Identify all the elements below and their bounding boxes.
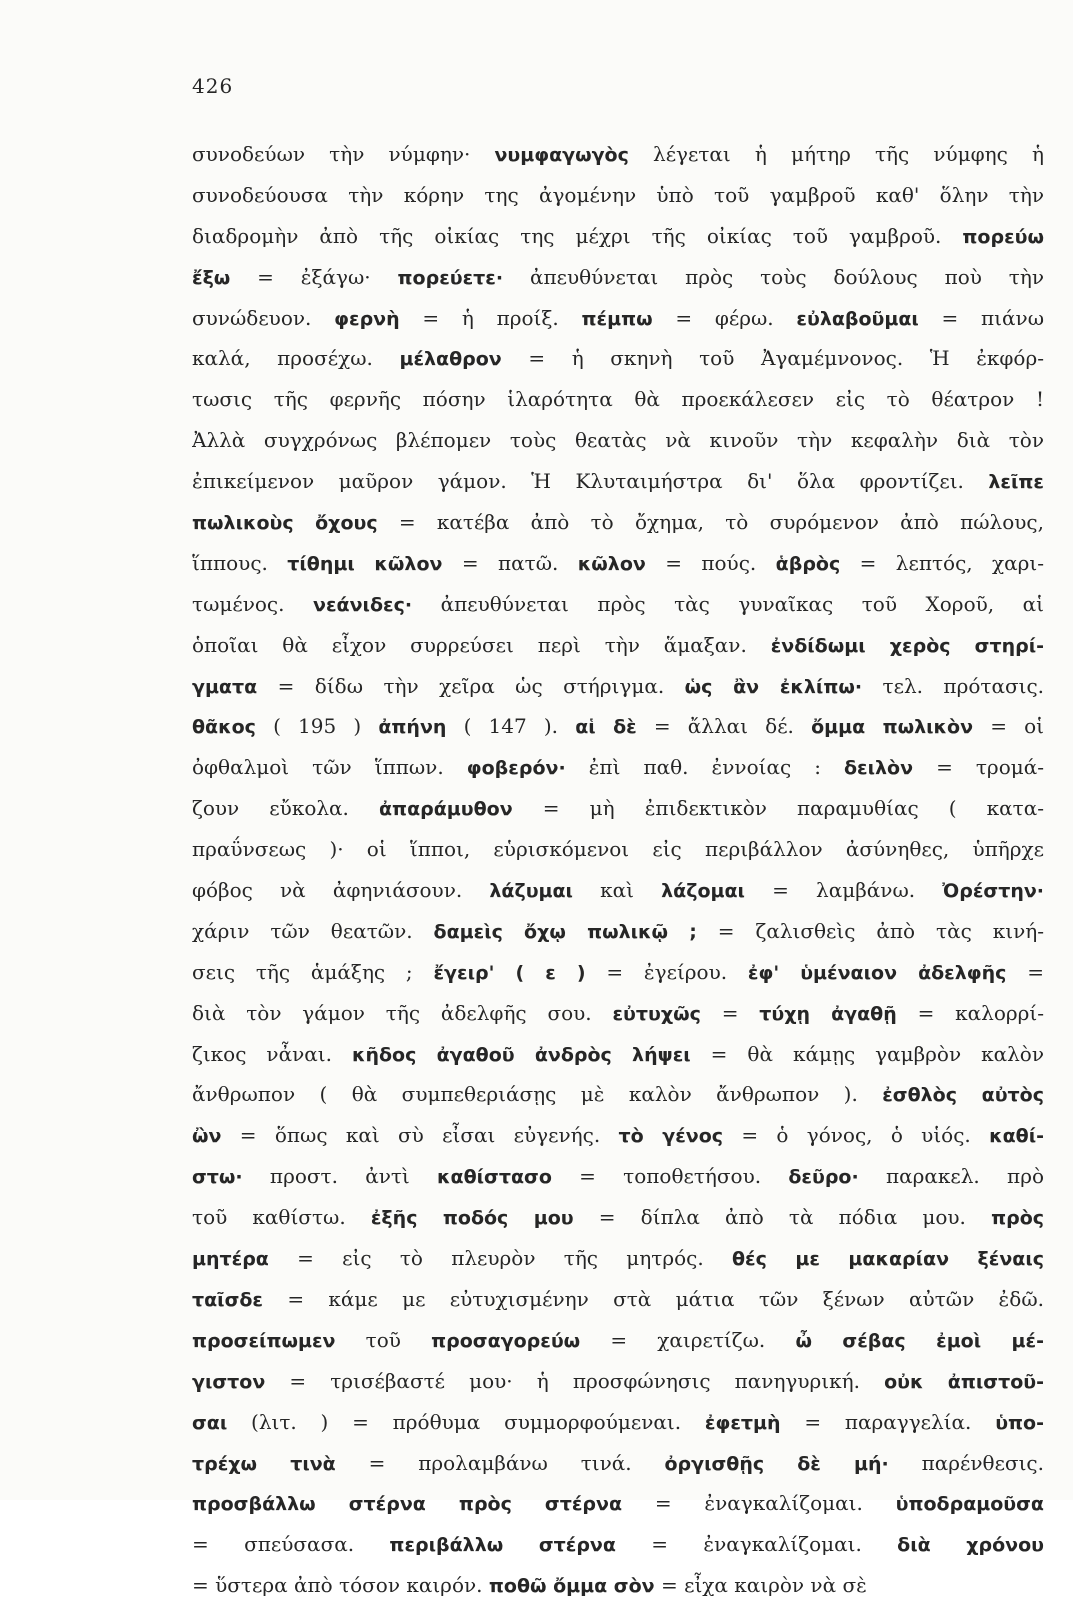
bold-term: ἁβρὸς [775,552,841,575]
gloss-text: = θὰ κάμῃς γαμβρὸν καλὸν [690,1041,1044,1066]
bold-term: κῶλον [577,552,646,575]
gloss-text: = εἶχα καιρὸν νὰ σὲ [654,1573,867,1598]
gloss-text: = καλορρί- [896,1000,1044,1025]
bold-term: ὢν [192,1125,222,1148]
bold-term: προσείπωμεν [192,1329,336,1352]
gloss-text: = ὁ γόνος, ὁ υἱός. [723,1123,990,1148]
text-line [192,1115,1044,1156]
text-line [192,420,1044,461]
gloss-text: σεις τῆς ἁμάξης ; [192,959,434,984]
text-line [192,338,1044,379]
gloss-text: = [1006,959,1044,984]
gloss-text: συνώδευον. [192,305,335,330]
bold-term: ὑποδραμοῦσα [895,1493,1044,1516]
text-line [192,502,1044,543]
bold-term: ἐφ' ὑμέναιον ἀδελφῆς [747,961,1007,984]
gloss-text: = δίπλα ἀπὸ τὰ πόδια μου. [573,1205,992,1230]
gloss-text: = πούς. [645,550,776,575]
text-line [192,379,1044,420]
text-line [192,1483,1044,1524]
bold-term: ἐνδίδωμι χερὸς στηρί- [770,634,1044,657]
bold-term: ἐξῆς ποδός μου [370,1207,574,1230]
bold-term: καθίστασο [437,1166,552,1189]
text-line [192,870,1044,911]
gloss-text: τελ. πρότασις. [862,673,1044,698]
bold-term: ἐφετμὴ [704,1411,781,1434]
text-line [192,1197,1044,1238]
gloss-text: = εἰς τὸ πλευρὸν τῆς μητρός. [268,1246,732,1271]
text-line [192,993,1044,1034]
bold-term: ὀργισθῇς δὲ μή· [664,1452,889,1475]
bold-term: τὸ γένος [618,1125,724,1148]
bold-term: τρέχω τινὰ [192,1452,336,1475]
page-number: 426 [192,74,234,98]
gloss-text: ὁποῖαι θὰ εἶχον συρρεύσει περὶ τὴν ἅμαξαν. [192,632,771,657]
gloss-text: = τοποθετήσου. [551,1164,789,1189]
gloss-text: = σπεύσασα. [192,1532,390,1557]
bold-term: ὄμμα πωλικὸν [811,716,974,739]
gloss-text: = [700,1000,760,1025]
gloss-text: παρένθεσις. [888,1450,1044,1475]
bold-term: κῆδος ἀγαθοῦ ἀνδρὸς λήψει [351,1043,691,1066]
gloss-text: ἐπὶ παθ. ἐννοίας : [565,755,844,780]
bold-term: ποθῶ ὄμμα σὸν [488,1575,655,1598]
gloss-text: = ζαλισθεὶς ἀπὸ τὰς κινή- [696,918,1044,943]
bold-term: γματα [192,675,258,698]
gloss-text: = τρομά- [913,755,1044,780]
gloss-text: = τρισέβαστέ μου· ἡ προσφώνησις πανηγυρική. [265,1368,885,1393]
bold-term: νυμφαγωγὸς [494,144,629,166]
text-line [192,257,1044,298]
gloss-text: = δίδω τὴν χεῖρα ὡς στήριγμα. [257,673,685,698]
gloss-text: = φέρω. [652,305,797,330]
gloss-text: χάριν τῶν θεατῶν. [192,918,434,943]
gloss-text: ἀπευθύνεται πρὸς τὰς γυναῖκας τοῦ Χοροῦ, αἱ [412,591,1044,616]
bold-term: ἔγειρ' ( ε ) [433,961,586,984]
gloss-text: ὀφθαλμοὶ τῶν ἵππων. [192,755,467,780]
bold-term: ταῖσδε [192,1288,264,1311]
gloss-text: = οἱ [973,714,1044,739]
bold-term: λάζυμαι [489,880,573,903]
gloss-text: Ἀλλὰ συγχρόνως βλέπομεν τοὺς θεατὰς νὰ κινοῦν τὴν κεφαλὴν διὰ τὸν [192,428,1044,453]
text-line [192,543,1044,584]
text-line [192,1565,1044,1606]
bold-term: σαι [192,1411,228,1434]
text-line [192,747,1044,788]
bold-term: ἔξω [192,266,231,289]
gloss-text: = παραγγελία. [780,1409,996,1434]
text-line [192,134,1044,175]
gloss-text: = κάμε με εὐτυχισμένην στὰ μάτια τῶν ξένων αὐτῶν ἐδῶ. [263,1286,1044,1311]
bold-term: στω· [192,1166,243,1189]
bold-term: πέμπω [581,307,653,330]
gloss-text: προστ. ἀντὶ [242,1164,438,1189]
bold-term: θές με μακαρίαν ξέναις [731,1248,1044,1271]
gloss-text: διὰ τὸν γάμον τῆς ἀδελφῆς σου. [192,1000,613,1025]
gloss-text: τωσις τῆς φερνῆς πόσην ἱλαρότητα θὰ προεκάλεσεν εἰς τὸ θέατρον ! [192,387,1044,412]
bold-term: προσβάλλω στέρνα πρὸς στέρνα [192,1493,623,1516]
gloss-text: καλά, προσέχω. [192,346,400,371]
text-line [192,175,1044,216]
gloss-text: καὶ [572,878,662,903]
bold-term: ὦ σέβας ἐμοὶ μέ- [795,1329,1044,1352]
bold-term: νεάνιδες· [313,593,413,616]
gloss-text: τοῦ [335,1327,432,1352]
gloss-text: ἄνθρωπον ( θὰ συμπεθεριάσῃς μὲ καλὸν ἄνθρωπον ). [192,1082,883,1107]
bold-term: διὰ χρόνου [897,1534,1044,1557]
bold-term: ἀπήνη [378,716,447,739]
text-line [192,666,1044,707]
bold-term: ὡς ἂν ἐκλίπω· [684,675,863,698]
gloss-text: πραΰνσεως )· οἱ ἵπποι, εὑρισκόμενοι εἰς περιβάλλον ἀσύνηθες, ὑπῆρχε [192,837,1044,862]
bold-term: προσαγορεύω [431,1329,581,1352]
bold-term: τύχῃ ἀγαθῇ [759,1002,897,1025]
bold-term: πορεύω [962,225,1044,248]
gloss-text: συνοδεύων τὴν νύμφην· [192,142,495,166]
gloss-text: = ὕστερα ἀπὸ τόσον καιρόν. [192,1573,489,1598]
bold-term: πωλικοὺς ὄχους [192,512,378,535]
bold-term: γιστον [192,1370,266,1393]
gloss-text: = λαμβάνω. [744,878,943,903]
bold-term: μητέρα [192,1248,269,1271]
bold-term: τίθημι κῶλον [287,552,443,575]
text-line [192,1156,1044,1197]
bold-term: δειλὸν [843,757,914,780]
gloss-text: τωμένος. [192,591,314,616]
gloss-text: ἵππους. [192,550,288,575]
gloss-text: ἐπικείμενον μαῦρον γάμον. Ἡ Κλυταιμήστρα δι' ὅλα φροντίζει. [192,469,989,494]
gloss-text: ζουν εὔκολα. [192,796,379,821]
text-line [192,1443,1044,1484]
bold-term: αἱ δὲ [575,716,637,739]
bold-term: εὐτυχῶς [612,1002,701,1025]
gloss-text: ἀπευθύνεται πρὸς τοὺς δούλους ποὺ τὴν [503,264,1044,289]
text-line [192,1402,1044,1443]
bold-term: πορεύετε· [397,266,504,289]
bold-term: δαμεὶς ὄχῳ πωλικῷ ; [433,920,697,943]
gloss-text: ( 195 ) [255,714,379,739]
gloss-text: = μὴ ἐπιδεκτικὸν παραμυθίας ( κατα- [512,796,1044,821]
bold-term: ὑπο- [995,1411,1044,1434]
gloss-text: λέγεται ἡ μήτηρ τῆς νύμφης ἡ [628,142,1044,166]
text-line [192,1034,1044,1075]
gloss-text: = χαιρετίζω. [580,1327,796,1352]
text-line [192,1524,1044,1565]
gloss-text: διαδρομὴν ἀπὸ τῆς οἰκίας της μέχρι τῆς οἰκίας τοῦ γαμβροῦ. [192,223,963,248]
gloss-text: = προλαμβάνω τινά. [335,1450,665,1475]
gloss-text: = ὅπως καὶ σὺ εἶσαι εὐγενής. [221,1123,619,1148]
gloss-text: = ἐξάγω· [230,264,398,289]
gloss-text: (λιτ. ) = πρόθυμα συμμορφούμεναι. [227,1409,705,1434]
bold-term: φοβερόν· [466,757,566,780]
gloss-text: = ἡ προίξ. [399,305,582,330]
gloss-text: = ἐναγκαλίζομαι. [622,1491,896,1516]
bold-term: εὐλαβοῦμαι [796,307,919,330]
gloss-text: = ἐγείρου. [585,959,748,984]
bold-term: λάζομαι [661,880,745,903]
gloss-text: = πιάνω [918,305,1044,330]
gloss-text: παρακελ. πρὸ [858,1164,1044,1189]
text-line [192,461,1044,502]
gloss-text: = ἄλλαι δέ. [636,714,812,739]
text-line [192,625,1044,666]
gloss-text: ζικος νἆναι. [192,1041,352,1066]
gloss-text: = κατέβα ἀπὸ τὸ ὄχημα, τὸ συρόμενον ἀπὸ πώλους, [377,510,1044,535]
bold-term: πρὸς [991,1207,1044,1230]
bold-term: θᾶκος [192,716,256,739]
bold-term: ἀπαράμυθον [379,798,513,821]
commentary-text [192,134,1044,1606]
bold-term: οὐκ ἀπιστοῦ- [884,1370,1044,1393]
text-line [192,216,1044,257]
bold-term: Ὀρέστην· [942,880,1044,903]
text-line [192,1279,1044,1320]
text-line [192,788,1044,829]
bold-term: φερνὴ [334,307,400,330]
text-line [192,1320,1044,1361]
text-line [192,706,1044,747]
gloss-text: ( 147 ). [446,714,576,739]
gloss-text: = λεπτός, χαρι- [840,550,1044,575]
gloss-text: συνοδεύουσα τὴν κόρην της ἀγομένην ὑπὸ τοῦ γαμβροῦ καθ' ὅλην τὴν [192,182,1044,207]
text-line [192,298,1044,339]
text-line [192,1074,1044,1115]
text-line [192,584,1044,625]
gloss-text: = ἡ σκηνὴ τοῦ Ἀγαμέμνονος. Ἡ ἐκφόρ- [501,346,1044,371]
bold-term: δεῦρο· [788,1166,859,1189]
text-line [192,911,1044,952]
bold-term: ἐσθλὸς αὐτὸς [882,1084,1044,1107]
gloss-text: φόβος νὰ ἀφηνιάσουν. [192,878,490,903]
bold-term: μέλαθρον [399,348,502,371]
text-line [192,1361,1044,1402]
text-line [192,1238,1044,1279]
bold-term: περιβάλλω στέρνα [389,1534,616,1557]
gloss-text: = πατῶ. [442,550,578,575]
text-line [192,952,1044,993]
bold-term: λεῖπε [988,471,1044,494]
text-line [192,829,1044,870]
gloss-text: τοῦ καθίστω. [192,1205,371,1230]
gloss-text: = ἐναγκαλίζομαι. [615,1532,898,1557]
bold-term: καθί- [989,1125,1044,1148]
